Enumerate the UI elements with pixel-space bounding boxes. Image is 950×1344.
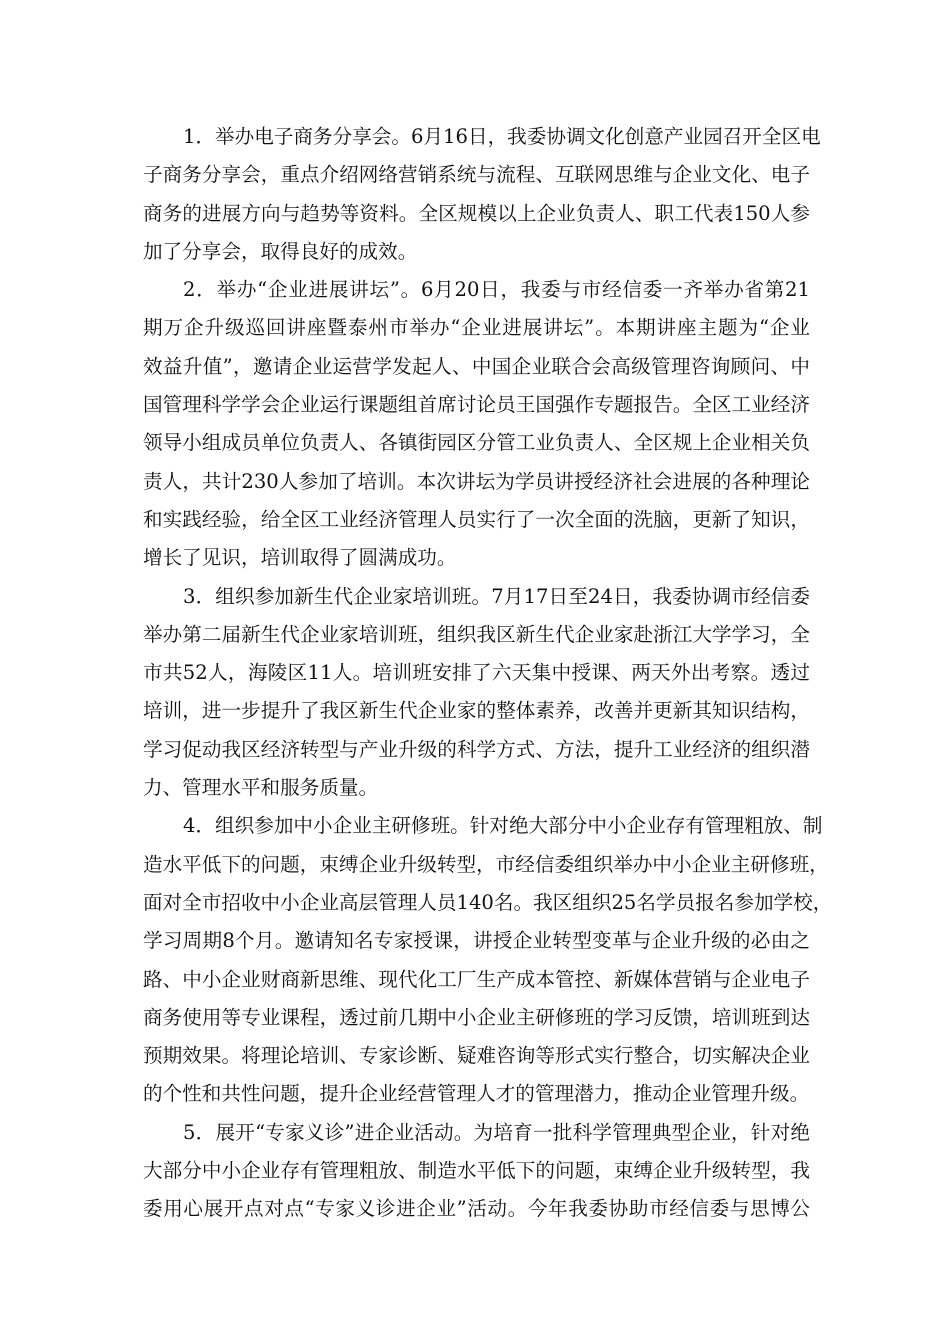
text-line: 市共52人，海陵区11人。培训班安排了六天集中授课、两天外出考察。透过 bbox=[143, 661, 810, 685]
text-line: 学习促动我区经济转型与产业升级的科学方式、方法，提升工业经济的组织潜 bbox=[143, 737, 810, 761]
paragraph-3 bbox=[143, 578, 810, 808]
paragraph-5 bbox=[143, 1114, 810, 1229]
text-line: 子商务分享会，重点介绍网络营销系统与流程、互联网思维与企业文化、电子 bbox=[143, 163, 810, 187]
text-line: 2．举办“企业进展讲坛”。6月20日，我委与市经信委一齐举办省第21 bbox=[183, 278, 810, 302]
text-line: 培训，进一步提升了我区新生代企业家的整体素养，改善并更新其知识结构， bbox=[143, 699, 810, 723]
text-line: 期万企升级巡回讲座暨泰州市举办“企业进展讲坛”。本期讲座主题为“企业 bbox=[143, 316, 810, 340]
text-line: 力、管理水平和服务质量。 bbox=[143, 776, 379, 800]
document-body bbox=[143, 118, 833, 1229]
paragraph-4 bbox=[143, 807, 833, 1113]
paragraph-2 bbox=[143, 271, 810, 577]
text-line: 和实践经验，给全区工业经济管理人员实行了一次全面的洗脑，更新了知识， bbox=[143, 507, 810, 531]
text-line: 商务使用等专业课程，透过前几期中小企业主研修班的学习反馈，培训班到达 bbox=[143, 1005, 810, 1029]
text-line: 1．举办电子商务分享会。6月16日，我委协调文化创意产业园召开全区电 bbox=[183, 125, 821, 148]
text-line: 加了分享会，取得良好的成效。 bbox=[143, 239, 418, 263]
paragraph-1 bbox=[143, 118, 821, 271]
text-line: 3．组织参加新生代企业家培训班。7月17日至24日，我委协调市经信委 bbox=[183, 584, 810, 608]
text-line: 路、中小企业财商新思维、现代化工厂生产成本管控、新媒体营销与企业电子 bbox=[143, 967, 810, 991]
text-line: 造水平低下的问题，束缚企业升级转型，市经信委组织举办中小企业主研修班， bbox=[143, 852, 829, 876]
text-line: 举办第二届新生代企业家培训班，组织我区新生代企业家赴浙江大学学习，全 bbox=[143, 622, 810, 646]
text-line: 领导小组成员单位负责人、各镇街园区分管工业负责人、全区规上企业相关负 bbox=[143, 431, 810, 455]
text-line: 商务的进展方向与趋势等资料。全区规模以上企业负责人、职工代表150人参 bbox=[143, 201, 810, 225]
text-line: 的个性和共性问题，提升企业经营管理人才的管理潜力，推动企业管理升级。 bbox=[143, 1082, 810, 1106]
text-line: 国管理科学学会企业运行课题组首席讨论员王国强作专题报告。全区工业经济 bbox=[143, 393, 810, 417]
text-line: 4．组织参加中小企业主研修班。针对绝大部分中小企业存有管理粗放、制 bbox=[183, 814, 823, 838]
text-line: 增长了见识，培训取得了圆满成功。 bbox=[143, 546, 457, 570]
text-line: 面对全市招收中小企业高层管理人员140名。我区组织25名学员报名参加学校， bbox=[143, 890, 833, 914]
text-line: 效益升值”，邀请企业运营学发起人、中国企业联合会高级管理咨询顾问、中 bbox=[143, 354, 810, 378]
text-line: 5．展开“专家义诊”进企业活动。为培育一批科学管理典型企业，针对绝 bbox=[183, 1120, 810, 1144]
text-line: 责人，共计230人参加了培训。本次讲坛为学员讲授经济社会进展的各种理论 bbox=[143, 469, 810, 493]
text-line: 大部分中小企业存有管理粗放、制造水平低下的问题，束缚企业升级转型，我 bbox=[143, 1159, 810, 1183]
text-line: 预期效果。将理论培训、专家诊断、疑难咨询等形式实行整合，切实解决企业 bbox=[143, 1044, 810, 1068]
text-line: 学习周期8个月。邀请知名专家授课，讲授企业转型变革与企业升级的必由之 bbox=[143, 929, 810, 953]
text-line: 委用心展开点对点“专家义诊进企业”活动。今年我委协助市经信委与思博公 bbox=[143, 1197, 810, 1221]
